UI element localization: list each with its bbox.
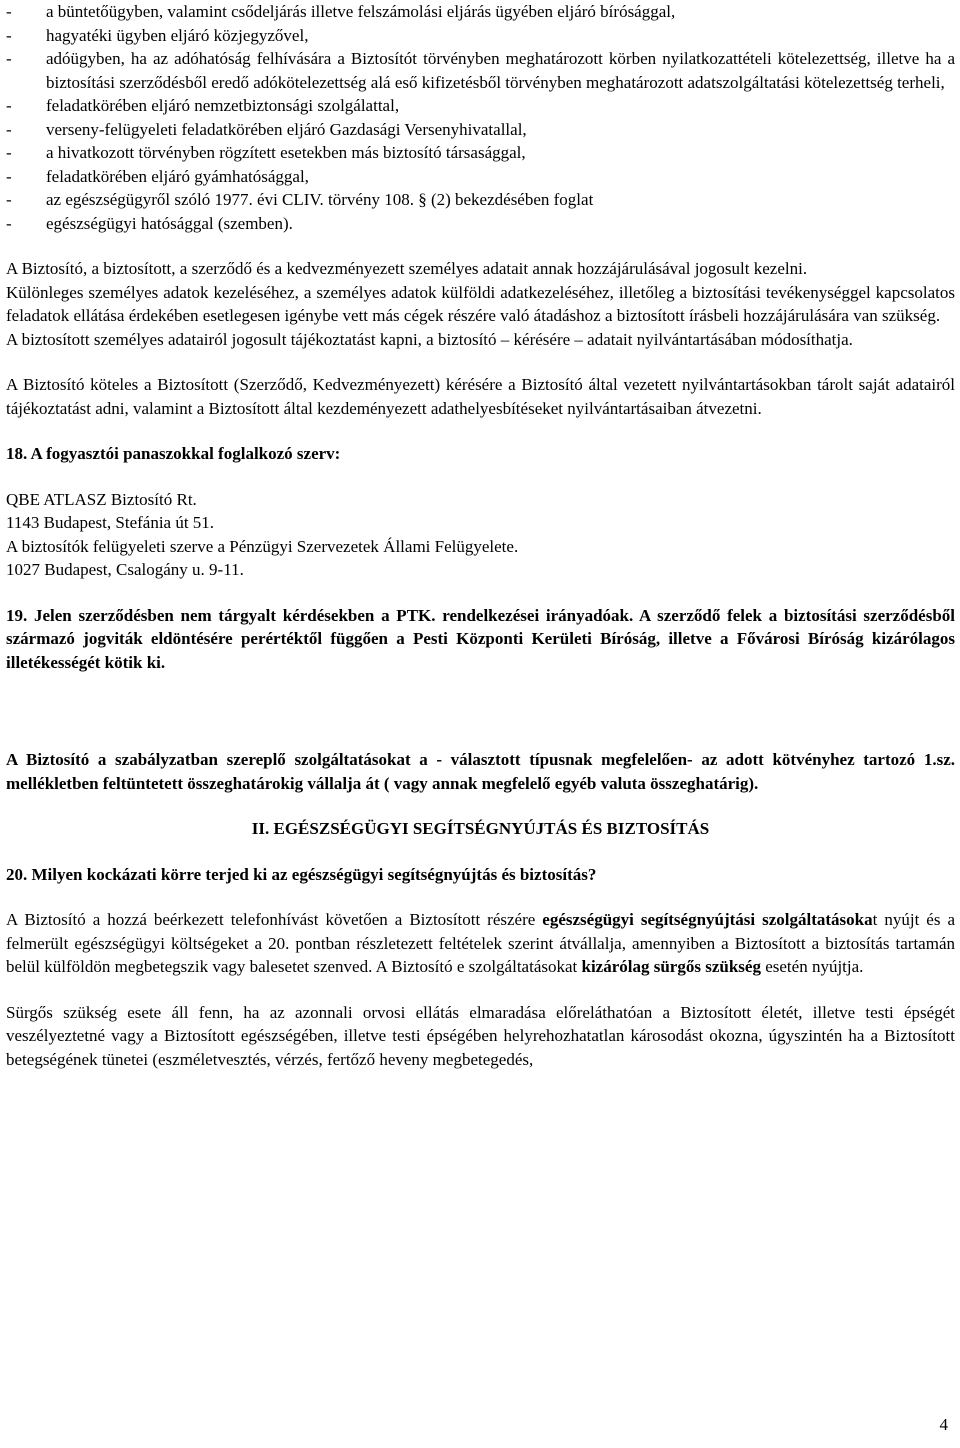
- assistance-text: esetén nyújtja.: [760, 957, 864, 976]
- urgent-need-paragraph: Sürgős szükség esete áll fenn, ha az azonnali orvosi ellátás elmaradása előreláthatóan a Biztosított életét, illetve testi épségét veszélyeztetné vagy a Biztosított egészségében, illetve testi épségében helyrehozhatatlan károsodást okozna, úgyszintén ha a Biztosított betegségének tünetei (eszméletvesztés, vérzés, fertőző heveny megbetegedés,: [6, 1002, 955, 1069]
- section-18-heading: 18. A fogyasztói panaszokkal foglalkozó szerv:: [6, 444, 341, 463]
- list-item-text: egészségügyi hatósággal (szemben).: [46, 213, 293, 233]
- information-right-paragraph: A biztosított személyes adatairól jogosult tájékoztatást kapni, a biztosító – kérésére – adatait nyilvántartásában módosíthatja.: [6, 329, 853, 349]
- chapter-title: II. EGÉSZSÉGÜGYI SEGÍTSÉGNYÚJTÁS ÉS BIZTOSÍTÁS: [251, 819, 710, 838]
- list-item: [6, 165, 955, 189]
- list-item-text: az egészségügyről szóló 1977. évi CLIV. törvény 108. § (2) bekezdésében foglat: [46, 190, 594, 209]
- list-dash: -: [6, 2, 12, 21]
- document-page: [6, 0, 955, 1071]
- list-item-text: verseny-felügyeleti feladatkörében eljáró Gazdasági Versenyhivatallal,: [46, 119, 527, 139]
- list-item: [6, 118, 955, 142]
- list-dash: -: [6, 190, 12, 209]
- company-name: QBE ATLASZ Biztosító Rt.: [6, 489, 197, 509]
- list-item: [6, 0, 955, 24]
- company-address: 1143 Budapest, Stefánia út 51.: [6, 513, 215, 532]
- assistance-highlight: egészségügyi segítségnyújtási szolgáltatásoka: [542, 910, 873, 929]
- list-item: [6, 188, 955, 212]
- special-data-paragraph: Különleges személyes adatok kezeléséhez, a személyes adatok külföldi adatkezeléséhez, illetőleg a biztosítási tevékenységgel kapcsolatos feladatok ellátása érdekében esetlegesen igénybe vett más cégek részére való átadáshoz a biztosított írásbeli hozzájárulására van szükség.: [6, 282, 955, 325]
- list-item-text: feladatkörében eljáró nemzetbiztonsági szolgálattal,: [46, 96, 400, 115]
- consent-paragraph: A Biztosító, a biztosított, a szerződő és a kedvezményezett személyes adatait annak hozzájárulásával jogosult kezelni.: [6, 259, 808, 278]
- list-item-text: a büntetőügyben, valamint csődeljárás illetve felszámolási eljárás ügyében eljáró bírósággal,: [46, 2, 676, 21]
- list-item: [6, 24, 955, 48]
- commitment-paragraph: A Biztosító a szabályzatban szereplő szolgáltatásokat a - választott típusnak megfelelően- az adott kötvényhez tartozó 1.sz. mellékletben feltüntetett összeghatárokig vállalja át ( vagy annak megfelelő egyéb valuta összeghatárig).: [6, 750, 955, 793]
- supervisor-address: 1027 Budapest, Csalogány u. 9-11.: [6, 560, 244, 579]
- list-item: [6, 94, 955, 118]
- urgent-need-highlight: kizárólag sürgős szükség: [581, 957, 761, 976]
- assistance-paragraph: [6, 908, 955, 979]
- list-item: [6, 212, 955, 236]
- list-dash: -: [6, 96, 12, 115]
- list-dash: -: [6, 119, 12, 139]
- list-item-text: hagyatéki ügyben eljáró közjegyzővel,: [46, 25, 309, 45]
- list-dash: -: [6, 25, 12, 45]
- list-item-text: feladatkörében eljáró gyámhatósággal,: [46, 166, 309, 186]
- list-dash: -: [6, 143, 12, 162]
- obligation-paragraph: A Biztosító köteles a Biztosított (Szerződő, Kedvezményezett) kérésére a Biztosító által vezetett nyilvántartásokban tárolt saját adatairól tájékoztatást adni, valamint a Biztosított által kezdeményezett adathelyesbítéseket nyilvántartásaiban átvezetni.: [6, 375, 955, 418]
- recipient-list: [6, 0, 955, 235]
- list-dash: -: [6, 166, 12, 186]
- assistance-text: t nyújt és a felmerült egészségügyi költségeket a 20. pontban részletezett feltételek szerint átvállalja, amennyiben a Biztosított a biztosítás tartamán belül külföldön megbetegszik vagy balesetet szenved. A Biztosító e szolgáltatásokat: [6, 910, 955, 976]
- section-20-heading: 20. Milyen kockázati körre terjed ki az egészségügyi segítségnyújtás és biztosítás?: [6, 864, 597, 884]
- section-19-paragraph: 19. Jelen szerződésben nem tárgyalt kérdésekben a PTK. rendelkezései irányadóak. A szerződő felek a biztosítási szerződésből származó jogviták eldöntésére perértéktől függően a Pesti Központi Kerületi Bíróság, illetve a Fővárosi Bíróság kizárólagos illetékességét kötik ki.: [6, 605, 955, 672]
- list-dash: -: [6, 213, 12, 233]
- list-item: [6, 141, 955, 165]
- page-number: 4: [939, 1415, 948, 1434]
- list-dash: -: [6, 49, 12, 68]
- list-item: [6, 47, 955, 94]
- list-item-text: adóügyben, ha az adóhatóság felhívására a Biztosítót törvényben meghatározott körben nyilatkozattételi kötelezettség, illetve ha a biztosítási szerződésből eredő adókötelezettség alá eső kifizetésből törvényben meghatározott adatszolgáltatási kötelezettség terheli,: [46, 49, 955, 92]
- assistance-text: A Biztosító a hozzá beérkezett telefonhívást követően a Biztosított részére: [6, 910, 543, 929]
- list-item-text: a hivatkozott törvényben rögzített esetekben más biztosító társasággal,: [46, 143, 526, 162]
- supervisor-name: A biztosítók felügyeleti szerve a Pénzügyi Szervezetek Állami Felügyelete.: [6, 536, 519, 556]
